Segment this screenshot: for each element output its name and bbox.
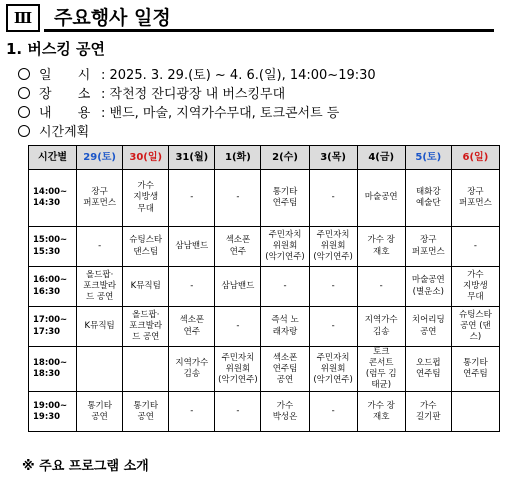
column-header: 2(수) — [261, 146, 309, 170]
table-cell: 가수 지방생 무대 — [123, 170, 169, 227]
table-cell: 통기타 공연 — [123, 392, 169, 432]
table-cell: - — [169, 267, 215, 307]
table-cell: 가수 장 재호 — [357, 227, 405, 267]
table-cell — [451, 392, 499, 432]
column-header: 3(목) — [309, 146, 357, 170]
table-cell: 통기타 연주팀 — [451, 347, 499, 392]
info-label: 내 용 — [39, 106, 102, 121]
table-cell: 통기타 연주팀 — [261, 170, 309, 227]
column-header: 6(일) — [451, 146, 499, 170]
table-cell: - — [215, 307, 261, 347]
info-label: 시간계획 — [39, 125, 90, 140]
table-cell: K뮤직팀 — [77, 307, 123, 347]
table-cell: 마술공연 — [357, 170, 405, 227]
table-cell: - — [451, 227, 499, 267]
table-cell: 가수 길기판 — [405, 392, 451, 432]
info-line-date — [18, 64, 376, 83]
time-slot-cell: 18:00~ 18:30 — [29, 347, 77, 392]
table-cell: 마술공연 (별운소) — [405, 267, 451, 307]
table-cell: 태화강 예술단 — [405, 170, 451, 227]
time-slot-cell: 14:00~ 14:30 — [29, 170, 77, 227]
table-cell: 장구 퍼포먼스 — [405, 227, 451, 267]
circle-bullet-icon — [18, 87, 30, 99]
column-header: 1(화) — [215, 146, 261, 170]
table-cell: 토크 콘서트 (럼두 김 태균) — [357, 347, 405, 392]
schedule-table — [28, 145, 500, 432]
table-cell: 지역가수 김송 — [357, 307, 405, 347]
table-cell — [77, 347, 123, 392]
table-cell: - — [309, 307, 357, 347]
page-title: 주요행사 일정 — [44, 4, 494, 32]
column-header: 29(토) — [77, 146, 123, 170]
info-label: 장 소 — [39, 87, 102, 102]
table-cell: 슈팅스타 공연 (댄 스) — [451, 307, 499, 347]
table-cell: K뮤직팀 — [123, 267, 169, 307]
table-cell: - — [77, 227, 123, 267]
table-cell: - — [215, 392, 261, 432]
table-cell: 주민자치 위원회 (악기연주) — [215, 347, 261, 392]
table-cell: 치어리딩 공연 — [405, 307, 451, 347]
table-cell: 올드팝· 포크발라 드 공연 — [77, 267, 123, 307]
time-slot-cell: 16:00~ 16:30 — [29, 267, 77, 307]
time-slot-cell: 15:00~ 15:30 — [29, 227, 77, 267]
table-cell: 오드펍 연주팀 — [405, 347, 451, 392]
table-cell: 섹소폰 연주 — [215, 227, 261, 267]
table-row — [29, 267, 500, 307]
time-slot-cell: 19:00~ 19:30 — [29, 392, 77, 432]
info-value: : 2025. 3. 29.(토) ~ 4. 6.(일), 14:00~19:30 — [101, 68, 376, 83]
table-cell: - — [309, 392, 357, 432]
table-cell: 장구 퍼포먼스 — [451, 170, 499, 227]
table-cell: 슈팅스타 댄스팀 — [123, 227, 169, 267]
table-cell: 가수 장 재호 — [357, 392, 405, 432]
table-cell: 가수 박성온 — [261, 392, 309, 432]
table-cell: - — [309, 267, 357, 307]
info-line-place — [18, 83, 285, 102]
column-header: 5(토) — [405, 146, 451, 170]
table-cell: 올드팝· 포크발라 드 공연 — [123, 307, 169, 347]
circle-bullet-icon — [18, 125, 30, 137]
table-cell: - — [169, 392, 215, 432]
info-label: 일 시 — [39, 68, 102, 83]
subsection-title: 1. 버스킹 공연 — [6, 40, 106, 58]
section-number: Ⅲ — [6, 4, 40, 32]
column-header: 30(일) — [123, 146, 169, 170]
column-header: 31(월) — [169, 146, 215, 170]
section-header — [6, 4, 494, 32]
table-cell: - — [357, 267, 405, 307]
table-row — [29, 347, 500, 392]
table-cell: 삼남밴드 — [215, 267, 261, 307]
table-cell: 주민자치 위원회 (악기연주) — [261, 227, 309, 267]
table-cell: 즉석 노 래자랑 — [261, 307, 309, 347]
info-value: : 작천정 잔디광장 내 버스킹무대 — [101, 87, 286, 102]
table-cell: - — [169, 170, 215, 227]
table-cell: - — [309, 170, 357, 227]
table-cell: 가수 지방생 무대 — [451, 267, 499, 307]
info-value: : 밴드, 마술, 지역가수무대, 토크콘서트 등 — [101, 106, 340, 121]
table-cell: 섹소폰 연주팀 공연 — [261, 347, 309, 392]
table-row — [29, 392, 500, 432]
table-row — [29, 170, 500, 227]
table-header-row — [29, 146, 500, 170]
info-line-schedule — [18, 121, 89, 140]
table-cell: 주민자치 위원회 (악기연주) — [309, 347, 357, 392]
table-row — [29, 227, 500, 267]
table-cell: 주민자치 위원회 (악기연주) — [309, 227, 357, 267]
table-row — [29, 307, 500, 347]
table-cell: 통기타 공연 — [77, 392, 123, 432]
table-cell: 섹소폰 연주 — [169, 307, 215, 347]
time-slot-cell: 17:00~ 17:30 — [29, 307, 77, 347]
footer-note: ※ 주요 프로그램 소개 — [22, 459, 149, 474]
table-cell: 지역가수 김송 — [169, 347, 215, 392]
column-header: 4(금) — [357, 146, 405, 170]
column-header: 시간별 — [29, 146, 77, 170]
table-cell: - — [215, 170, 261, 227]
circle-bullet-icon — [18, 68, 30, 80]
table-cell: 삼남밴드 — [169, 227, 215, 267]
table-cell — [123, 347, 169, 392]
info-line-content — [18, 102, 339, 121]
table-cell: - — [261, 267, 309, 307]
table-cell: 장구 퍼포먼스 — [77, 170, 123, 227]
circle-bullet-icon — [18, 106, 30, 118]
